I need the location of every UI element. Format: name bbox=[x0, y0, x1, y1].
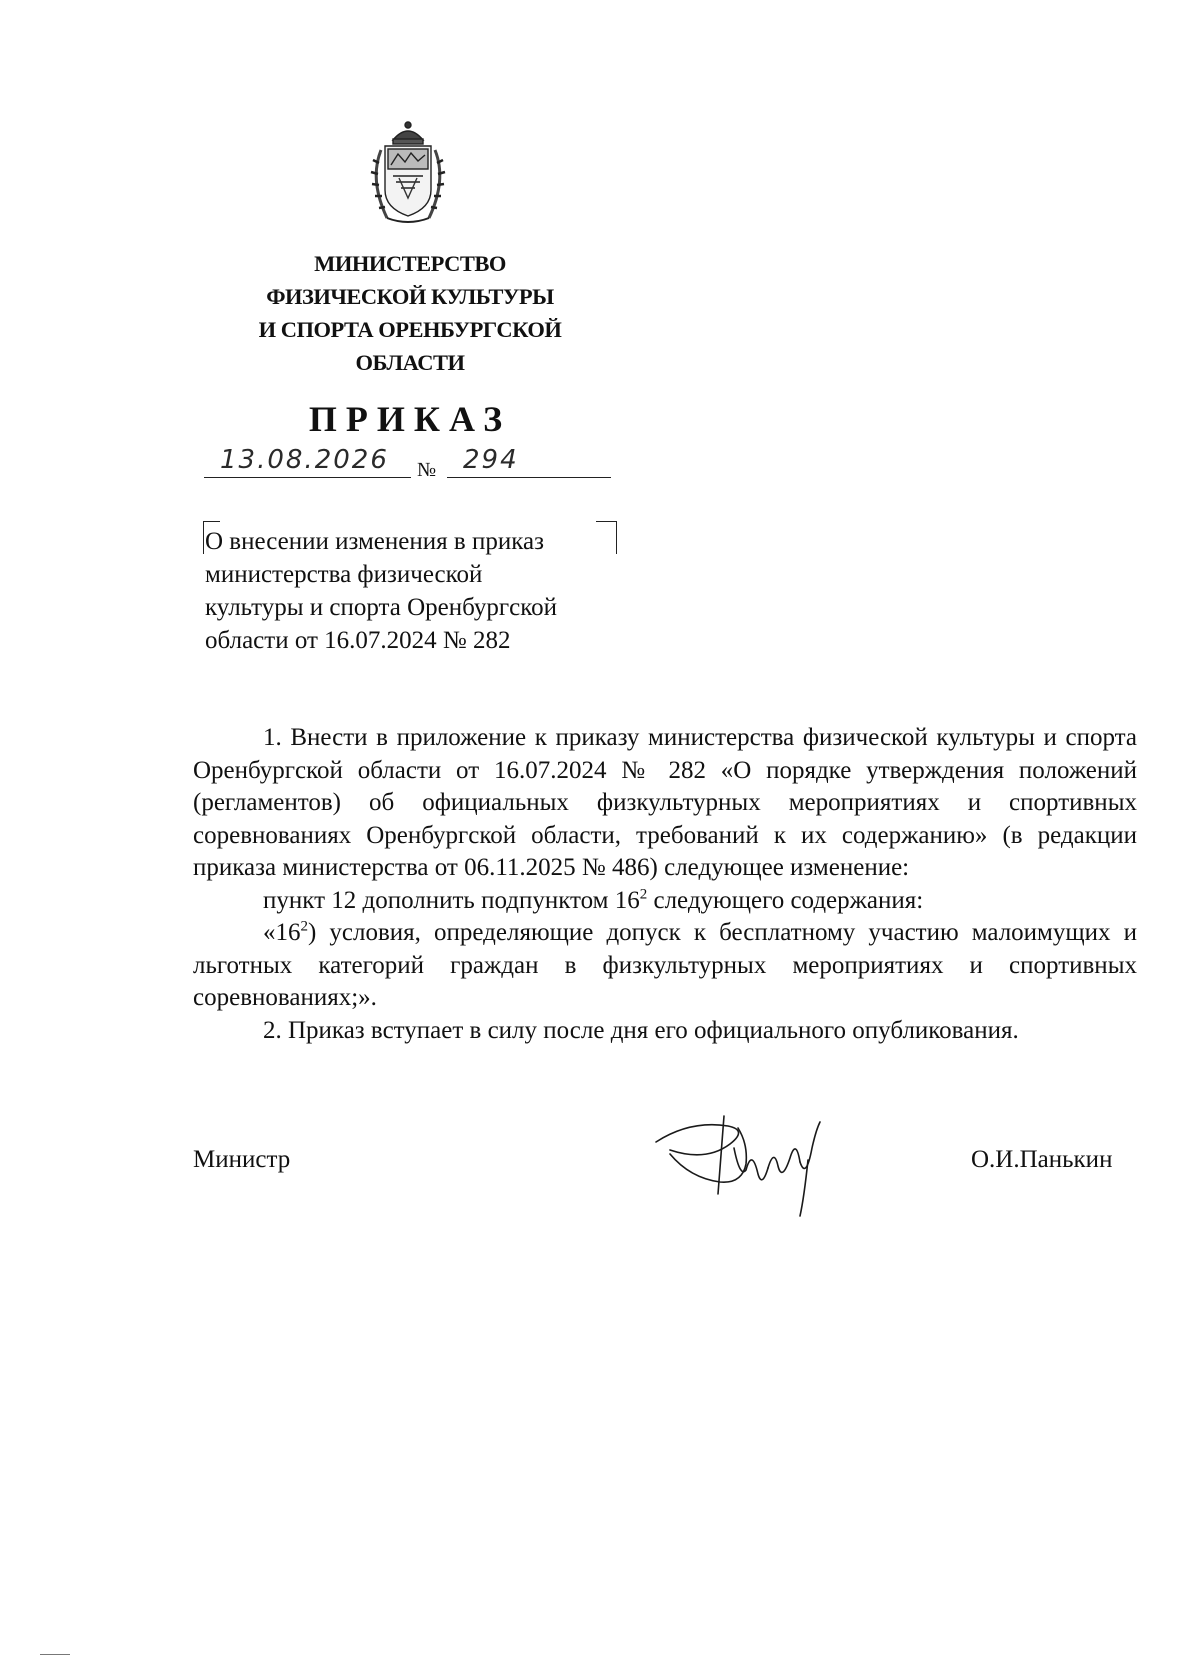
order-date-field bbox=[204, 447, 411, 478]
body-paragraph-4: 2. Приказ вступает в силу после дня его официального опубликования. bbox=[263, 1016, 1019, 1044]
p2-text-end: следующего содержания: bbox=[647, 886, 924, 914]
p2-text-start: пункт 12 дополнить подпунктом 16 bbox=[263, 886, 640, 914]
ministry-line: ОБЛАСТИ bbox=[355, 350, 465, 375]
body-paragraph-1: 1. Внести в приложение к приказу министерства физической культуры и спорта Оренбургской области от 16.07.2024 № 282 «О порядке утверждения положений (регламентов) об официальных физкультурных мероприятиях и спортивных соревнованиях Оренбургской области, требований к их содержанию» (в редакции приказа министерства от 06.11.2025 № 486) следующее изменение: bbox=[193, 724, 1137, 881]
number-label: № bbox=[417, 459, 437, 481]
order-subject bbox=[205, 525, 625, 657]
p3-superscript: 2 bbox=[300, 918, 308, 935]
document-type-title: ПРИКАЗ bbox=[308, 399, 512, 439]
margin-mark bbox=[40, 1654, 70, 1655]
ministry-line: ФИЗИЧЕСКОЙ КУЛЬТУРЫ bbox=[266, 284, 554, 309]
subject-line: О внесении изменения в приказ bbox=[205, 528, 544, 555]
signatory-name: О.И.Панькин bbox=[971, 1146, 1113, 1173]
subject-line: культуры и спорта Оренбургской bbox=[205, 594, 558, 621]
p2-superscript: 2 bbox=[639, 886, 648, 903]
order-number-field bbox=[447, 447, 611, 478]
body-paragraph-3 bbox=[193, 917, 1137, 1015]
ministry-name bbox=[200, 247, 620, 379]
body-paragraph-2 bbox=[193, 885, 1137, 918]
signatory-title: Министр bbox=[193, 1146, 291, 1173]
order-number: 294 bbox=[463, 445, 519, 475]
p3-text-start: «16 bbox=[263, 919, 301, 946]
p3-text-end: ) условия, определяющие допуск к бесплатному участию малоимущих и льготных категорий граждан в физкультурных мероприятиях и спортивных соревнованиях;». bbox=[193, 919, 1137, 1011]
order-body bbox=[193, 722, 1137, 1047]
ministry-line: И СПОРТА ОРЕНБУРГСКОЙ bbox=[258, 317, 562, 342]
order-date: 13.08.2026 bbox=[220, 445, 389, 475]
subject-line: министерства физической bbox=[205, 561, 483, 588]
subject-line: области от 16.07.2024 № 282 bbox=[205, 627, 511, 654]
handwritten-signature bbox=[650, 1108, 850, 1218]
coat-of-arms-icon bbox=[363, 120, 453, 224]
ministry-line: МИНИСТЕРСТВО bbox=[314, 251, 506, 276]
